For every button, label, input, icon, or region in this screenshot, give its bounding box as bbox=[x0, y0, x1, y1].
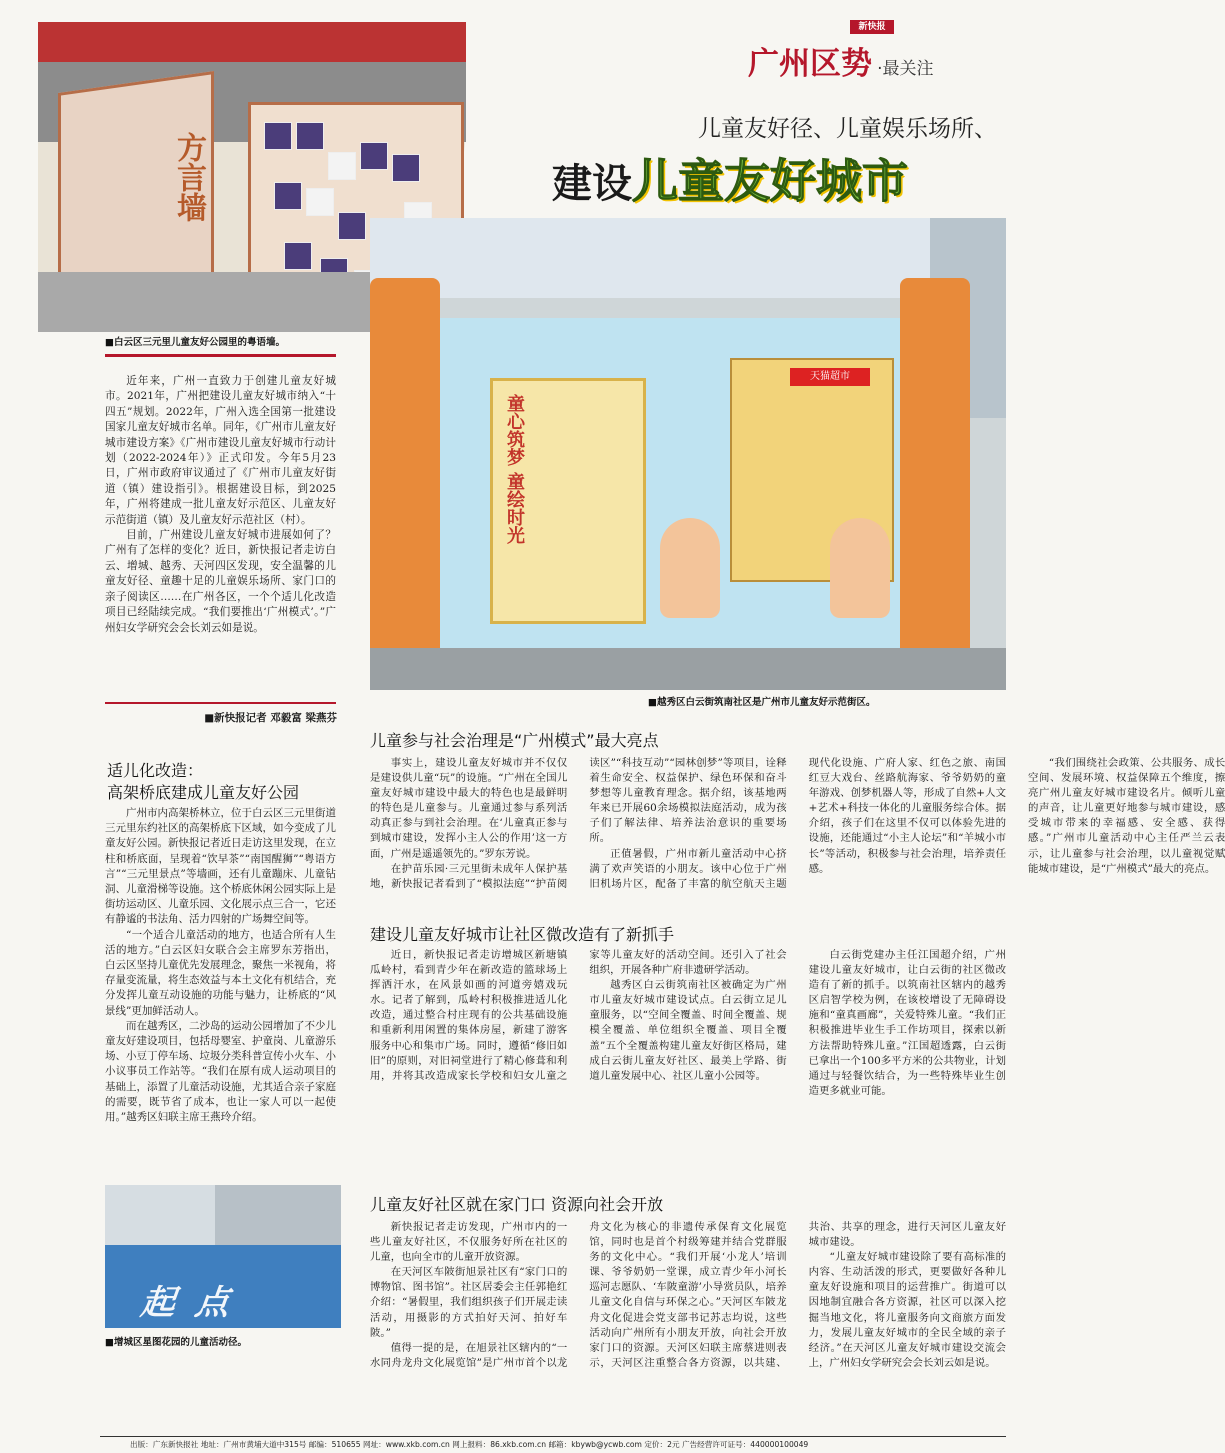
tile bbox=[392, 154, 420, 182]
paragraph: “儿童友好城市建设除了要有高标准的内容、生动活泼的形式，更要做好各种儿童友好设施和项目的运营推广。街道可以因地制宜融合各方资源，社区可以深入挖掘当地文化，将儿童服务向文商旅方面发力，发展儿童友好城市的全民全域的亲子经济。”在天河区儿童友好城市建设交流会上，广州妇女学研究会会长刘云如是说。 bbox=[808, 1251, 1006, 1369]
photo-activity-path bbox=[105, 1185, 341, 1328]
tile bbox=[296, 122, 324, 150]
intro-paragraph: 近年来，广州一直致力于创建儿童友好城市。2021年，广州把建设儿童友好城市纳入“十四五”规划。2022年，广州入选全国第一批建设国家儿童友好城市名单。同年，《广州市儿童友好城市建设方案》《广州市建设儿童友好城市行动计划（2022-2024年）》正式印发。今年5月23日，广州市政府审议通过了《广州市儿童友好街道（镇）建设指引》。根据建设目标，到2025年，广州将建成一批儿童友好示范区、儿童友好示范街道（镇）及儿童友好示范社区（村）。 bbox=[105, 375, 336, 526]
headline-prefix: 建设 bbox=[552, 160, 632, 207]
photo1-caption: ■白云区三元里儿童友好公园里的粤语墙。 bbox=[105, 337, 285, 348]
tile bbox=[306, 188, 334, 216]
footer-info: 出版：广东新快报社 地址：广州市黄埔大道中315号 邮编：510655 网址：www.xkb.com.cn 网上报料：86.xkb.com.cn 邮箱：kbywb@ycwb.com 定价：2元 广告经营许可证号：440000100049 bbox=[130, 1440, 809, 1449]
tile bbox=[284, 242, 312, 270]
paragraph: 而在越秀区，二沙岛的运动公园增加了不少儿童友好建设项目，包括母婴室、护童岗、儿童游乐场、小豆丁停车场、垃圾分类科普宣传小火车、小小议事员工作站等。“我们在原有成人运动项目的基础上，添置了儿童活动设施，尤其适合亲子家庭的需要，既节省了成本，也让一家人可以一起使用。”越秀区妇联主席王燕玲介绍。 bbox=[105, 1019, 336, 1124]
tile bbox=[328, 152, 356, 180]
headline-highlight: 儿童友好城市 bbox=[632, 154, 908, 208]
section4-title: 儿童友好社区就在家门口 资源向社会开放 bbox=[370, 1195, 664, 1214]
footer-rule bbox=[100, 1436, 1006, 1437]
byline: ■新快报记者 邓毅富 梁燕芬 bbox=[204, 712, 337, 724]
section-title-main: 广州区势 bbox=[748, 46, 872, 82]
dialect-wall-title: 方言墙 bbox=[171, 132, 206, 222]
mural-sign: 天猫超市 bbox=[790, 368, 870, 386]
section2-title: 儿童参与社会治理是“广州模式”最大亮点 bbox=[370, 731, 659, 750]
photo2-caption: ■越秀区白云街筑南社区是广州市儿童友好示范街区。 bbox=[648, 697, 876, 708]
header-badge: 新快报 bbox=[850, 20, 894, 34]
section1-title bbox=[107, 760, 339, 804]
paragraph: 正值暑假，广州市新儿童活动中心挤满了欢声笑语的小朋友。该中心位于广州旧机场片区，配备了丰富的航空航天主题现代化设施、广府人家、红色之旅、南国红豆大戏台、丝路航海家、爷爷奶奶的童年游戏、创梦机器人等，形成了自然+人文+艺术+科技一体化的儿童服务综合体。据介绍，孩子们在这里不仅可以体验先进的设施，还能通过“小主人论坛”和“羊城小市长”等活动，积极参与社会治理，培养责任感。 bbox=[589, 757, 1006, 890]
paragraph: 近日，新快报记者走访增城区新塘镇瓜岭村，看到青少年在新改造的篮球场上挥洒汗水，在风景如画的河道旁嬉戏玩水。记者了解到，瓜岭村积极推进适儿化改造，通过整合村庄现有的公共基础设施和重新利用闲置的集体房屋，新建了游客服务中心和集市广场。同时，遵循“修旧如旧”的原则，对旧祠堂进行了精心修葺和利用，并将其改造成家长学校和妇女儿童之家等儿童友好的活动空间。还引入了社会组织，开展各种广府非遗研学活动。 bbox=[370, 949, 787, 1082]
paragraph: “一个适合儿童活动的地方，也适合所有人生活的地方。”白云区妇女联合会主席罗东芳指出，白云区坚持儿童优先发展理念，聚焦一米视角，将存量变流量，将生态效益与本土文化有机结合，充分发挥儿童互动设施的功能与魅力，让桥底的“风景线”更加鲜活动人。 bbox=[105, 928, 336, 1017]
paragraph: 广州市内高架桥林立，位于白云区三元里街道三元里东约社区的高架桥底下区域，如今变成了儿童友好公园。新快报记者近日走访这里发现，在立柱和桥底面，呈现着“饮早茶”“南国醒狮”“粤语方言”“三元里景点”等墙画，还有儿童蹦床、儿童钻洞、儿童滑梯等设施。这个桥底休闲公园实际上是街坊运动区、儿童乐园、文化展示点三合一，它还有静谧的书法角、活力四射的广场舞空间等。 bbox=[105, 807, 336, 926]
headline bbox=[552, 145, 1020, 207]
photo-mural-street bbox=[370, 218, 1006, 690]
intro-paragraph: 目前，广州建设儿童友好城市进展如何了？广州有了怎样的变化？近日，新快报记者走访白云、增城、越秀、天河四区发现，安全温馨的儿童友好径、童趣十足的儿童娱乐场所、家门口的亲子阅读区……在广州各区，一个个适儿化改造项目已经陆续完成。“我们要推出‘广州模式’。”广州妇女学研究会会长刘云如是说。 bbox=[105, 529, 336, 634]
section4-text bbox=[370, 1220, 1006, 1438]
section3-title: 建设儿童友好城市让社区微改造有了新抓手 bbox=[370, 925, 675, 944]
ground-text: 起点 bbox=[136, 1283, 260, 1323]
section1-text bbox=[105, 806, 336, 1178]
section-title-sub: ·最关注 bbox=[877, 59, 934, 79]
tile bbox=[274, 182, 302, 210]
section1-title-line1: 适儿化改造： bbox=[107, 761, 204, 780]
tile bbox=[264, 122, 292, 150]
tile bbox=[338, 212, 366, 240]
paragraph: 事实上，建设儿童友好城市并不仅仅是建设供儿童“玩”的设施。“广州在全国儿童友好城市建设中最大的特色也是最鲜明的特色是儿童参与。儿童通过参与系列活动真正参与到社会治理。在‘儿童真正参与到城市建设，发挥小主人公的作用’这一方面，广州是遥遥领先的。”罗东芳说。 bbox=[370, 757, 568, 860]
photo3-caption: ■增城区星图花园的儿童活动径。 bbox=[105, 1337, 247, 1348]
kicker: 儿童友好径、儿童娱乐场所、 bbox=[698, 116, 997, 142]
paragraph: 越秀区白云街筑南社区被确定为广州市儿童友好城市建设试点。白云街立足儿童服务，以“空间全覆盖、时间全覆盖、规模全覆盖、单位组织全覆盖、项目全覆盖”五个全覆盖构建儿童友好街区格局，建成白云街儿童友好社区、最美上学路、街道儿童发展中心、社区儿童小公园等。 bbox=[589, 979, 787, 1082]
paragraph: 值得一提的是，在旭景社区辖内的“一水同舟龙舟文化展览馆”是广州市首个以龙舟文化为核心的非遗传承保育文化展览馆，同时也是首个村级筹建并结合党群服务的文化中心。“我们开展‘小龙人’培训课、爷爷奶奶一堂课，成立青少年小河长巡河志愿队、‘车陂童游’小导赏员队，培养儿童文化自信与环保之心。”天河区车陂龙舟文化促进会党支部书记苏志均说，这些活动向广州所有小朋友开放，向社会开放家门口的资源。天河区妇联主席蔡进则表示，天河区注重整合各方资源，以共建、共治、共享的理念，进行天河区儿童友好城市建设。 bbox=[370, 1221, 1006, 1369]
rule bbox=[105, 354, 336, 357]
section3-text bbox=[370, 948, 1006, 1173]
paragraph: 白云街党建办主任江国超介绍，广州建设儿童友好城市，让白云街的社区微改造有了新的抓手。以筑南社区辖内的越秀区启智学校为例，在该校增设了无障碍设施和“童真画廊”，关爱特殊儿童。“我们正积极推进毕业生手工作坊项目，探索以新方法帮助特殊儿童。”江国超透露，白云街已拿出一个100多平方米的公共物业，计划通过与轻餐饮结合，为一些特殊毕业生创造更多就业可能。 bbox=[808, 949, 1006, 1097]
section1-title-line2: 高架桥底建成儿童友好公园 bbox=[107, 783, 300, 802]
section2-text bbox=[370, 756, 1225, 906]
rule bbox=[105, 702, 336, 704]
paragraph: 新快报记者走访发现，广州市内的一些儿童友好社区，不仅服务好所在社区的儿童，也向全市的儿童开放资源。 bbox=[370, 1221, 568, 1264]
tile bbox=[360, 142, 388, 170]
section-title bbox=[748, 38, 1008, 80]
paragraph: “我们围绕社会政策、公共服务、成长空间、发展环境、权益保障五个维度，擦亮广州儿童友好城市建设名片。倾听儿童的声音，让儿童更好地参与城市建设，感受城市带来的幸福感、安全感、获得感。”广州市儿童活动中心主任严兰云表示，让儿童参与社会治理，以儿童视觉赋能城市建设，是“广州模式”最大的亮点。 bbox=[1027, 757, 1225, 875]
paragraph: 在护苗乐园·三元里街未成年人保护基地，新快报记者看到了“模拟法庭”“护苗阅读区”“科技互动”“园林创梦”等项目，诠释着生命安全、权益保护、绿色环保和奋斗梦想等儿童教育理念。据介绍，该基地两年来已开展60余场模拟法庭活动，成为孩子们了解法律、培养法治意识的重要场所。 bbox=[370, 757, 787, 890]
intro-text bbox=[105, 374, 336, 692]
paragraph: 在天河区车陂街旭景社区有“家门口的博物馆、图书馆”。社区居委会主任郭艳红介绍：“暑假里，我们组织孩子们开展走读活动，用摄影的方式拍好天河、拍好车陂。” bbox=[370, 1266, 568, 1339]
mural-title: 童心筑梦 童绘时光 bbox=[504, 394, 525, 545]
